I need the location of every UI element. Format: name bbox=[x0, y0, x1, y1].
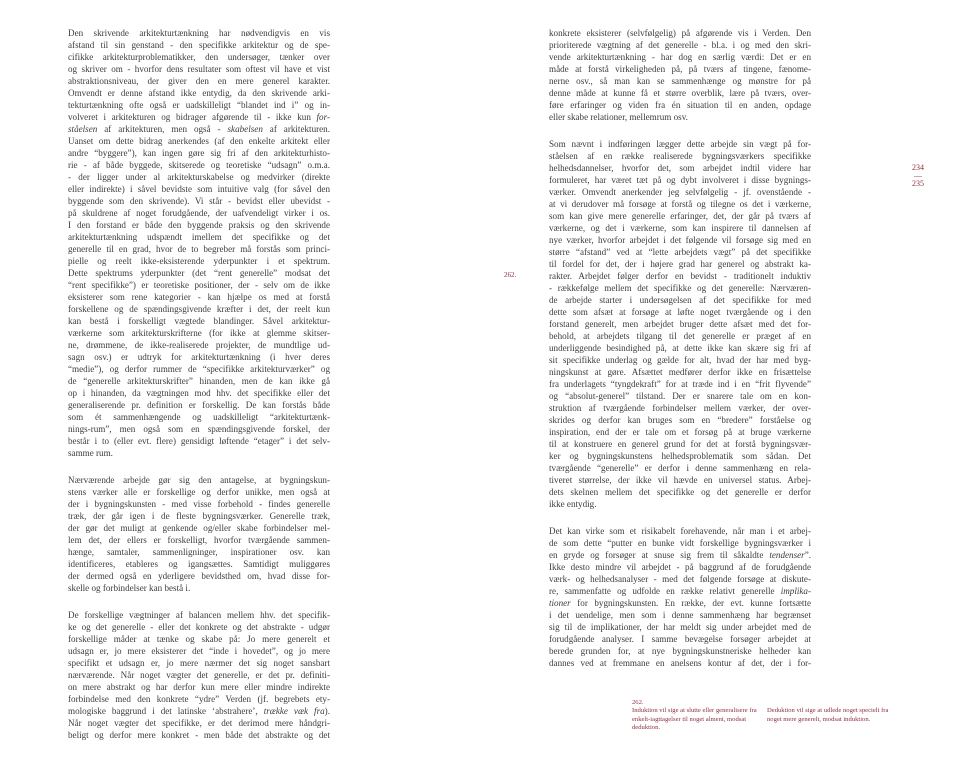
text-line: tværgående “generelle” er derfor i denne sammenhæng en rela- bbox=[549, 463, 811, 473]
text-line: nerne osv., så man kan se sammenhænge og mønstre for på bbox=[549, 76, 811, 86]
page-number-right: 235 bbox=[912, 179, 924, 188]
text-line: at vi derudover må forsøge at forstå og tilegne os det i værkerne, bbox=[549, 199, 811, 209]
text-line: de arbejde starter i undersøgelsen af det specifikke for med bbox=[549, 295, 811, 305]
text-line: træk, der går igen i de fleste bygningsværker. Generelle træk, bbox=[68, 511, 330, 521]
text-line: specifikt et udsagn er, jo mere nærmer det sig noget sansbart bbox=[68, 658, 330, 668]
text-line: til at konstruere en generel grund for det at forstå bygningsvær- bbox=[549, 439, 811, 449]
text-line: til fordel for det, der i højere grad har generel og abstrakt ka- bbox=[549, 259, 811, 269]
text-segment: mologiske baggrund i det latinske ‘abstrahere’, bbox=[68, 706, 264, 716]
footnote-text-deduction: Deduktion vil sige at udlede noget specielt fra noget mere generelt, modsat induktion. bbox=[767, 707, 889, 723]
text-line: og skriver om - hvorfor dens resultater som oftest vil have et vist bbox=[68, 64, 330, 74]
text-line bbox=[68, 111, 330, 123]
text-line: tekturtænkning ofte også er uadskilleligt “blandet ind i” og in- bbox=[68, 100, 330, 110]
text-line: i det uendelige, men som i denne sammenhæng har begrænset bbox=[549, 610, 811, 620]
text-line: berede grunden for, at nye bygningskunstneriske helheder kan bbox=[549, 646, 811, 656]
text-line: helhedsdannelser, hvorfor det, som arbejdet indtil videre har bbox=[549, 163, 811, 173]
text-line: værker. Omvendt anerkender jeg selvfølgelig - jf. ovenstående - bbox=[549, 187, 811, 197]
text-line: lem det, der ellers er forskelligt, hvorfor tværgående sammen- bbox=[68, 535, 330, 545]
text-line: Uanset om dette bidrag anerkendes (af den enkelte arkitekt eller bbox=[68, 136, 330, 146]
text-line: rie - af både byggede, skitserede og teoretiske “udsagn” o.m.a. bbox=[68, 160, 330, 170]
text-line: - rækkefølge mellem det specifikke og det generelle: Nærværen- bbox=[549, 283, 811, 293]
page-number-separator: — bbox=[914, 171, 922, 180]
text-line: tiveret størrelse, der ikke vil hævde en universel status. Arbej- bbox=[549, 475, 811, 485]
text-line bbox=[549, 549, 811, 561]
text-line: dannes ved at fremmane en anelsens kontur af det, der i for- bbox=[549, 658, 811, 668]
text-line: som ét sammenhængende og uadskilleligt “arkitekturtænk- bbox=[68, 412, 330, 422]
text-line: formuleret, har været tæt på og dybt involveret i disse bygnings- bbox=[549, 175, 811, 185]
text-line: værkerne som arkitekturskrifterne (for ikke at glemme skitser- bbox=[68, 328, 330, 338]
text-line: Når noget vægter det specifikke, er det derimod mere håndgri- bbox=[68, 718, 330, 728]
text-line: større “afstand” ved at “lette arbejdets vægt” på det specifikke bbox=[549, 247, 811, 257]
text-segment: en gryde og forsøger at snuse sig frem til såkaldte bbox=[549, 550, 770, 560]
text-line: værk- og helhedsanalyser - med det følgende forsøge at diskute- bbox=[549, 574, 811, 584]
text-line: skrides og derfor kan bruges som en “bredere” forståelse og bbox=[549, 415, 811, 425]
page-numbers bbox=[908, 164, 928, 188]
text-segment: ). bbox=[324, 706, 330, 716]
text-line: fra underlagets “tyngdekraft” for at træde ind i en “frit flyvende” bbox=[549, 379, 811, 389]
text-line: der i bygningskunsten - med visse forbehold - findes generelle bbox=[68, 499, 330, 509]
text-line: forstand generelt, men arbejdet bruger dette afsæt med det for- bbox=[549, 319, 811, 329]
paragraph bbox=[68, 27, 330, 459]
text-line: cifikke arkitekturproblematikker, den undersøger, tænker over bbox=[68, 52, 330, 62]
text-segment: for bygningskunsten. En række, der evt. kunne fortsætte bbox=[570, 598, 811, 608]
text-line: vende arkitekturtænkning - har dog en særlig værdi: Det er en bbox=[549, 52, 811, 62]
text-line: værkerne, og det i værkerne, som kan inspirere til dannelsen af bbox=[549, 223, 811, 233]
text-line: nye værker, hvorfor arbejdet i det følgende vil forsøge sig med en bbox=[549, 235, 811, 245]
text-line: I den forstand er både den byggende praksis og den skrivende bbox=[68, 220, 330, 230]
text-segment: re, sammenfatte og udfolde en række relativt generelle bbox=[549, 586, 781, 596]
text-line: ker og bygningskunstens helhedsproblematik som sådan. Det bbox=[549, 451, 811, 461]
paragraph bbox=[68, 474, 330, 594]
text-line: sit specifikke underlag og gælde for alt, hvad der har med byg- bbox=[549, 355, 811, 365]
text-line: dets skelnen mellem det specifikke og det generelle er derfor bbox=[549, 487, 811, 497]
text-segment: af arkitekturen. bbox=[262, 124, 331, 134]
text-line: inspiration, end der er tale om et forsøg på at bruge værkerne bbox=[549, 427, 811, 437]
text-line: generaliserende pr. definition er forskellig. De kan forstås både bbox=[68, 400, 330, 410]
paragraph bbox=[68, 609, 330, 741]
text-line: Ikke desto mindre vil arbejdet - på baggrund af de forudgående bbox=[549, 562, 811, 572]
paragraph bbox=[549, 525, 811, 669]
text-line: samme rum. bbox=[68, 448, 113, 458]
text-line bbox=[549, 597, 811, 609]
text-line: ikke entydig. bbox=[549, 499, 597, 509]
text-line: ståelsen af en række realiserede bygningsværkers specifikke bbox=[549, 151, 811, 161]
text-line: De forskellige vægtninger af balancen mellem hhv. det specifik- bbox=[68, 610, 330, 620]
text-line: udsagn er, jo mere eksisterer det “inde i hovedet”, og jo mere bbox=[68, 646, 330, 656]
text-line: behold, at arbejdets tilgang til det generelle er præget af en bbox=[549, 331, 811, 341]
text-line: identificeres, etableres og igangsættes. Samtidigt muliggøres bbox=[68, 559, 330, 569]
text-line: Det kan virke som et risikabelt forehavende, når man i et arbej- bbox=[549, 526, 811, 536]
text-line bbox=[68, 123, 330, 135]
text-line: struktion af tværgående forbindelser mellem værker, der over- bbox=[549, 403, 811, 413]
text-line: generelle til en grad, hvor de to begreber må forstås som princi- bbox=[68, 244, 330, 254]
italic-text: tioner bbox=[549, 598, 571, 608]
text-line: Som nævnt i indføringen lægger dette arbejde sin vægt på for- bbox=[549, 139, 811, 149]
text-line: op i hinanden, da vægtningen mod hhv. det specifikke eller det bbox=[68, 388, 330, 398]
text-line: kan bestå i forskelligt vægtede blandinger. Såvel arkitektur- bbox=[68, 316, 330, 326]
paragraph bbox=[549, 138, 811, 510]
text-line: Omvendt er denne afstand ikke entydig, da den skrivende arki- bbox=[68, 88, 330, 98]
italic-text: tendenser bbox=[769, 550, 805, 560]
text-line: sagn osv.) er udtryk for arkitekturtænkning (i hver deres bbox=[68, 352, 330, 362]
text-line: afstand til sin genstand - den specifikke arkitektur og de spe- bbox=[68, 40, 330, 50]
text-line: på skuldrene af noget forudgående, der uafvendeligt virker i os. bbox=[68, 208, 330, 218]
text-segment: ”. bbox=[804, 550, 811, 560]
text-line: underliggende besindighed på, at dette ikke kan skære sig fri af bbox=[549, 343, 811, 353]
text-line bbox=[68, 705, 330, 717]
page-number-left: 234 bbox=[912, 163, 924, 172]
text-line: “rent specifikke”) er teoretiske positioner, der - selv om de ikke bbox=[68, 280, 330, 290]
text-line: Den skrivende arkitekturtænkning har nødvendigvis en vis bbox=[68, 28, 330, 38]
text-line: nings-rum”, men også som en spændingsgivende forskel, der bbox=[68, 424, 330, 434]
text-line: on mere abstrakt og har derfor kun mere eller mindre indirekte bbox=[68, 682, 330, 692]
text-line: Nærværende arbejde gør sig den antagelse, at bygningskun- bbox=[68, 475, 330, 485]
text-line: eller skabe relationer, mellemrum osv. bbox=[549, 112, 688, 122]
italic-text: ståelsen bbox=[68, 124, 98, 134]
text-line: stens værker alle er forskellige og derfor unikke, men også at bbox=[68, 487, 330, 497]
text-segment: volveret i arkitekturen og bidrager afgørende til - ikke kun bbox=[68, 112, 317, 122]
text-line: byggende som den skrivende). Vi står - bevidst eller ubevidst - bbox=[68, 196, 330, 206]
text-line: nærværende. Når noget vægter det generelle, er det pr. definiti- bbox=[68, 670, 330, 680]
text-line: “medie”), og derfor rummer de “specifikke arkitekturværker” og bbox=[68, 364, 330, 374]
text-line: andre “byggere”), kan ingen gøre sig fri af den arkitekturhisto- bbox=[68, 148, 330, 158]
text-line: Dette spektrums yderpunkter (det “rent generelle” modsat det bbox=[68, 268, 330, 278]
italic-text: implika- bbox=[780, 586, 811, 596]
italic-text: skabelsen bbox=[227, 124, 263, 134]
italic-text: trække væk fra bbox=[263, 706, 325, 716]
text-line: sig til de implikationer, der har meldt sig under arbejdet med de bbox=[549, 622, 811, 632]
text-line: som kan give mere generelle erfaringer, det, der går på tværs af bbox=[549, 211, 811, 221]
text-line: denne måde at kunne få et større overblik, lære på tværs, over- bbox=[549, 88, 811, 98]
text-line: eksisterer som rene kategorier - kan hjælpe os med at forstå bbox=[68, 292, 330, 302]
text-line: abstraktionsniveau, der giver den en mere generel karakter. bbox=[68, 76, 330, 86]
text-line: ke og det generelle - eller det konkrete og det abstrakte - udgør bbox=[68, 622, 330, 632]
text-line: arkitekturtænkning udspændt imellem det specifikke og det bbox=[68, 232, 330, 242]
text-line: skelle og forbindelser kan bestå i. bbox=[68, 583, 191, 593]
text-line: føre erfaringer og viden fra én situation til en anden, opdage bbox=[549, 100, 811, 110]
text-line: der gør det muligt at genkende og/eller skabe forbindelser mel- bbox=[68, 523, 330, 533]
text-line: prioriterede vægtning af det generelle - bl.a. i og med den skri- bbox=[549, 40, 811, 50]
text-line: hænge, samtaler, sammenligninger, inspirationer osv. kan bbox=[68, 547, 330, 557]
text-line: forskellige måder at tænke og skabe på: Jo mere generelt et bbox=[68, 634, 330, 644]
text-line: måde at forstå virkeligheden på, på tværs af tingene, fænome- bbox=[549, 64, 811, 74]
text-line: pielle og reelt ikke-eksisterende yderpunkter i et spektrum. bbox=[68, 256, 330, 266]
text-line: ne, drømmene, de ikke-realiserede projekter, de mundtlige ud- bbox=[68, 340, 330, 350]
text-line: dette som afsæt at forsøge at løfte noget tværgående og i den bbox=[549, 307, 811, 317]
footnote-number: 262. bbox=[632, 699, 644, 706]
text-line: konkrete eksisterer (selvfølgelig) på afgørende vis i Verden. Den bbox=[549, 28, 811, 38]
italic-text: for- bbox=[316, 112, 330, 122]
paragraph bbox=[549, 27, 811, 123]
text-line: rakter. Arbejdet følger derfor en bevidst - traditionelt induktiv bbox=[549, 271, 811, 281]
text-line: består i to (eller evt. flere) gensidigt løftende “etager” i det selv- bbox=[68, 436, 330, 446]
text-line: forudgående analyser. I samme bevægelse forsøger arbejdet at bbox=[549, 634, 811, 644]
text-line: ningskunst at gøre. Afsættet medfører derfor ikke en frisættelse bbox=[549, 367, 811, 377]
footnote-text-induction: Induktion vil sige at slutte eller generalisere fra enkelt-iagttagelser til noget alment, modsat deduktion. bbox=[632, 707, 757, 731]
left-page-text-column bbox=[68, 27, 330, 756]
text-segment: af arkitekturen, men også - bbox=[97, 124, 228, 134]
text-line: beligt og derfor mere konkret - men både det abstrakte og det bbox=[68, 730, 330, 740]
text-line: de “generelle arkitekturskrifter” hinanden, men de kan ikke gå bbox=[68, 376, 330, 386]
text-line: forskellene og de spændingsgivende kræfter i det, der reelt kun bbox=[68, 304, 330, 314]
text-line: forbindelse med den konkrete “ydre” Verden (jf. begrebets ety- bbox=[68, 694, 330, 704]
right-page-text-column bbox=[549, 27, 811, 684]
text-line: de som dette “putter en bunke vidt forskellige bygningsværker i bbox=[549, 538, 811, 548]
text-line: eller indirekte) i såvel bevidste som intuitive valg (for såvel den bbox=[68, 184, 330, 194]
footnote-marker: 262. bbox=[504, 271, 517, 279]
text-line: der dermed også en yderligere bevidsthed om, hvad disse for- bbox=[68, 571, 330, 581]
text-line: og “absolut-generel” tilstand. Der er snarere tale om en kon- bbox=[549, 391, 811, 401]
text-line: - der ligger under al arkitekturskabelse og medvirker (direkte bbox=[68, 172, 330, 182]
text-line bbox=[549, 585, 811, 597]
